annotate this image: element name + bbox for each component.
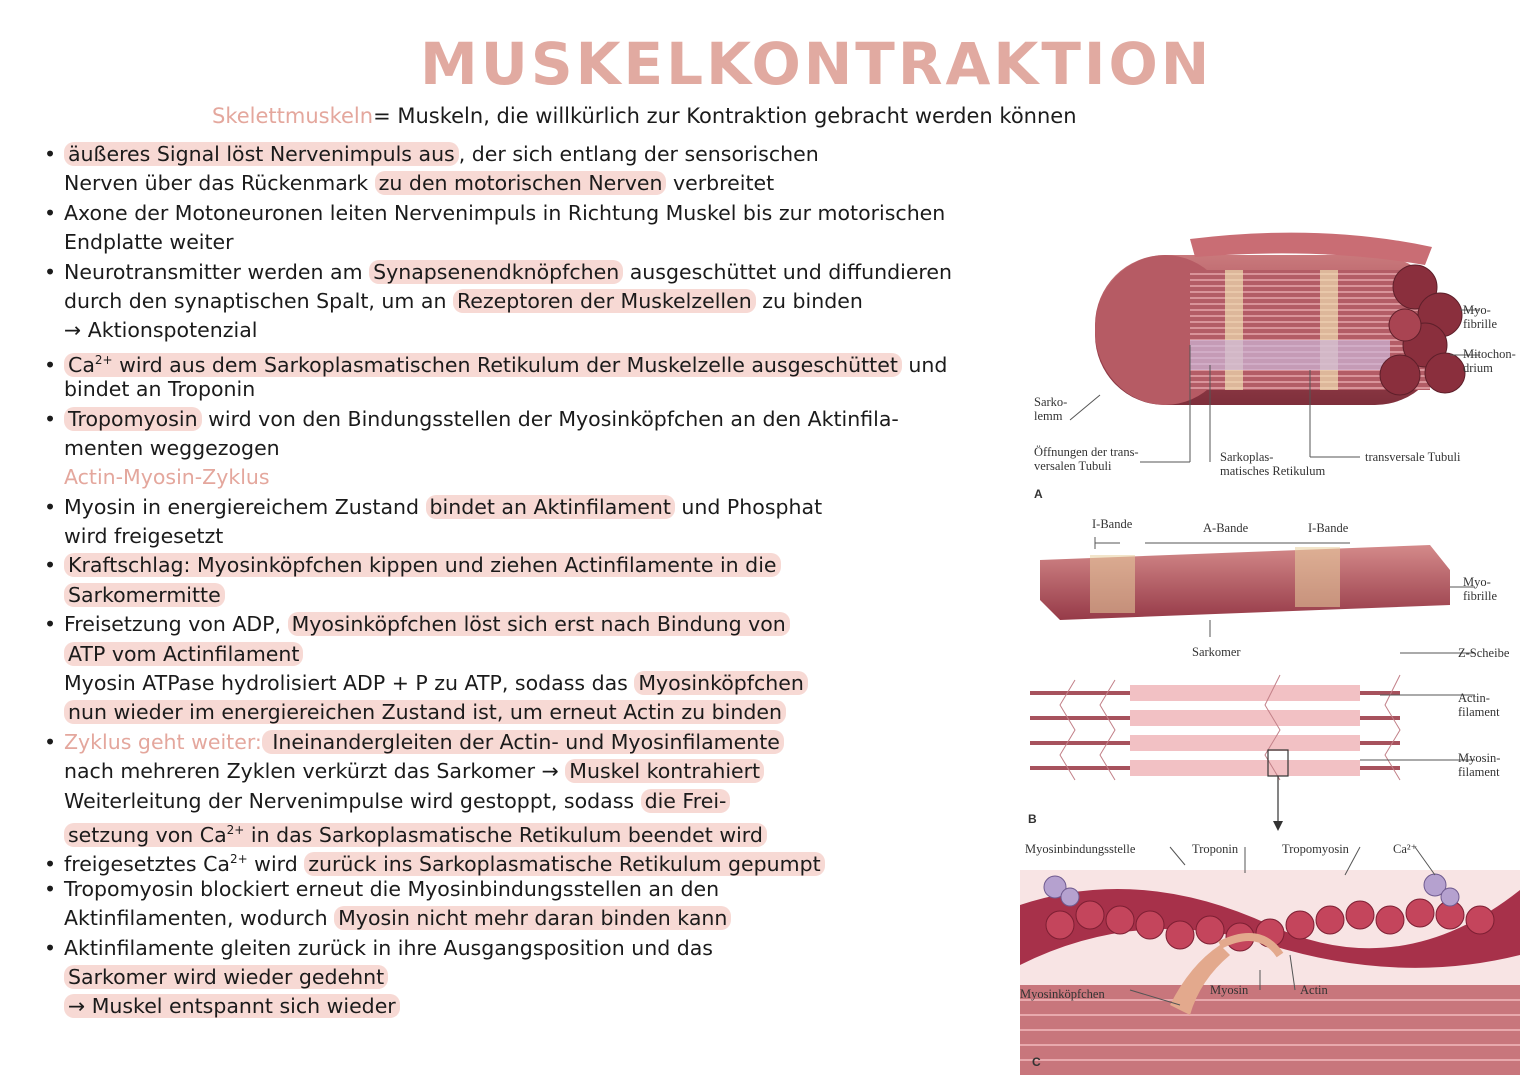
panel-letter-a: A (1034, 487, 1043, 501)
label-actin-filament: Actin- filament (1458, 691, 1500, 719)
definition-text: = Muskeln, die willkürlich zur Kontraktion gebracht werden können (373, 104, 1077, 128)
note-line: • Myosin in energiereichem Zustand bindet an Aktinfilament und Phosphat (44, 494, 823, 519)
note-line: Sarkomermitte (44, 581, 1019, 610)
note-line: • $Ca^{2+}$ wird aus dem Sarkoplasmatischen Retikulum der Muskelzelle ausgeschüttet und (44, 352, 948, 377)
panel-a-fiber (1070, 233, 1480, 462)
note-line: setzung von $Ca^{2+}$ in das Sarkoplasmatische Retikulum beendet wird (44, 816, 1019, 845)
note-line: • Tropomyosin blockiert erneut die Myosinbindungsstellen an den (44, 876, 720, 901)
note-line: • Zyklus geht weiter: Ineinandergleiten der Actin- und Myosinfilamente (44, 728, 1019, 757)
label-a-bande: A-Bande (1203, 521, 1249, 535)
label-actin: Actin (1300, 983, 1328, 997)
note-line: Myosin ATPase hydrolisiert ADP + P zu ATP, sodass das Myosinköpfchen (44, 669, 1019, 698)
label-sarkolemm: Sarko- lemm (1034, 395, 1068, 423)
label-myosin: Myosin (1210, 983, 1249, 997)
note-line: Weiterleitung der Nervenimpulse wird gestoppt, sodass die Frei- (44, 787, 1019, 816)
label-myosinkoepfchen: Myosinköpfchen (1020, 987, 1105, 1001)
note-line: • Kraftschlag: Myosinköpfchen kippen und ziehen Actinfilamente in die (44, 551, 1019, 580)
note-line: Nerven über das Rückenmark zu den motorischen Nerven verbreitet (64, 171, 775, 196)
note-line: ATP vom Actinfilament (44, 640, 1019, 669)
note-line: Sarkomer wird wieder gedehnt (44, 963, 1019, 992)
definition (212, 104, 1212, 128)
definition-term: Skelettmuskeln (212, 104, 374, 128)
page-title: MUSKELKONTRAKTION (420, 30, 1213, 98)
label-myosin-filament: Myosin- filament (1458, 751, 1501, 779)
muscle-figure (1020, 225, 1520, 1080)
label-sarkomer: Sarkomer (1192, 645, 1241, 659)
panel-b-myofibril (1030, 537, 1475, 831)
label-tropomyosin: Tropomyosin (1282, 842, 1349, 856)
note-line: → Muskel entspannt sich wieder (44, 992, 1019, 1021)
label-sarkoplasmatisches-retikulum: Sarkoplas- matisches Retikulum (1220, 450, 1326, 478)
note-line: Aktinfilamenten, wodurch Myosin nicht mehr daran binden kann (44, 904, 1019, 933)
note-line (44, 463, 1019, 492)
note-line: • freigesetztes $Ca^{2+}$ wird zurück ins Sarkoplasmatische Retikulum gepumpt (44, 845, 1019, 874)
label-i-bande-right: I-Bande (1308, 521, 1349, 535)
note-line: • Tropomyosin wird von den Bindungsstellen der Myosinköpfchen an den Aktinfila- (44, 406, 899, 431)
label-troponin: Troponin (1192, 842, 1239, 856)
label-ca: Ca²⁺ (1393, 842, 1418, 856)
note-line: wird freigesetzt (64, 524, 224, 549)
label-myofibrille-a: Myo- fibrille (1463, 303, 1498, 331)
label-transversale-tubuli: transversale Tubuli (1365, 450, 1461, 464)
muscle-illustration (1020, 225, 1520, 1080)
label-i-bande-left: I-Bande (1092, 517, 1133, 531)
note-line: • Aktinfilamente gleiten zurück in ihre Ausgangsposition und das (44, 935, 713, 960)
note-line: • Neurotransmitter werden am Synapsenendknöpfchen ausgeschüttet und diffundieren (44, 259, 953, 284)
label-myosinbindungsstelle: Myosinbindungsstelle (1025, 842, 1136, 856)
note-line: nun wieder im energiereichen Zustand ist, um erneut Actin zu binden (44, 698, 1019, 727)
label-oeffnungen: Öffnungen der trans- versalen Tubuli (1034, 445, 1139, 473)
note-line: menten weggezogen (64, 435, 280, 460)
note-line: • äußeres Signal löst Nervenimpuls aus , der sich entlang der sensorischen (44, 142, 819, 166)
label-myofibrille-b: Myo- fibrille (1463, 575, 1498, 603)
panel-letter-c: C (1032, 1055, 1041, 1069)
note-line: • Axone der Motoneuronen leiten Nervenimpuls in Richtung Muskel bis zur motorischen (44, 200, 946, 225)
note-line: → Aktionspotenzial (64, 318, 258, 343)
panel-c-molecular (1020, 847, 1520, 1075)
panel-letter-b: B (1028, 812, 1037, 826)
note-line: nach mehreren Zyklen verkürzt das Sarkomer → Muskel kontrahiert (44, 757, 1019, 786)
note-line: bindet an Troponin (64, 377, 256, 402)
note-line: Endplatte weiter (64, 230, 234, 255)
section-heading: Actin-Myosin-Zyklus (64, 465, 270, 490)
note-line: • Freisetzung von ADP, Myosinköpfchen löst sich erst nach Bindung von (44, 610, 1019, 639)
notes (44, 140, 1019, 1022)
note-line: durch den synaptischen Spalt, um an Rezeptoren der Muskelzellen zu binden (64, 288, 863, 313)
label-mitochondrium: Mitochon- drium (1463, 347, 1516, 375)
label-z-scheibe: Z-Scheibe (1458, 646, 1510, 660)
